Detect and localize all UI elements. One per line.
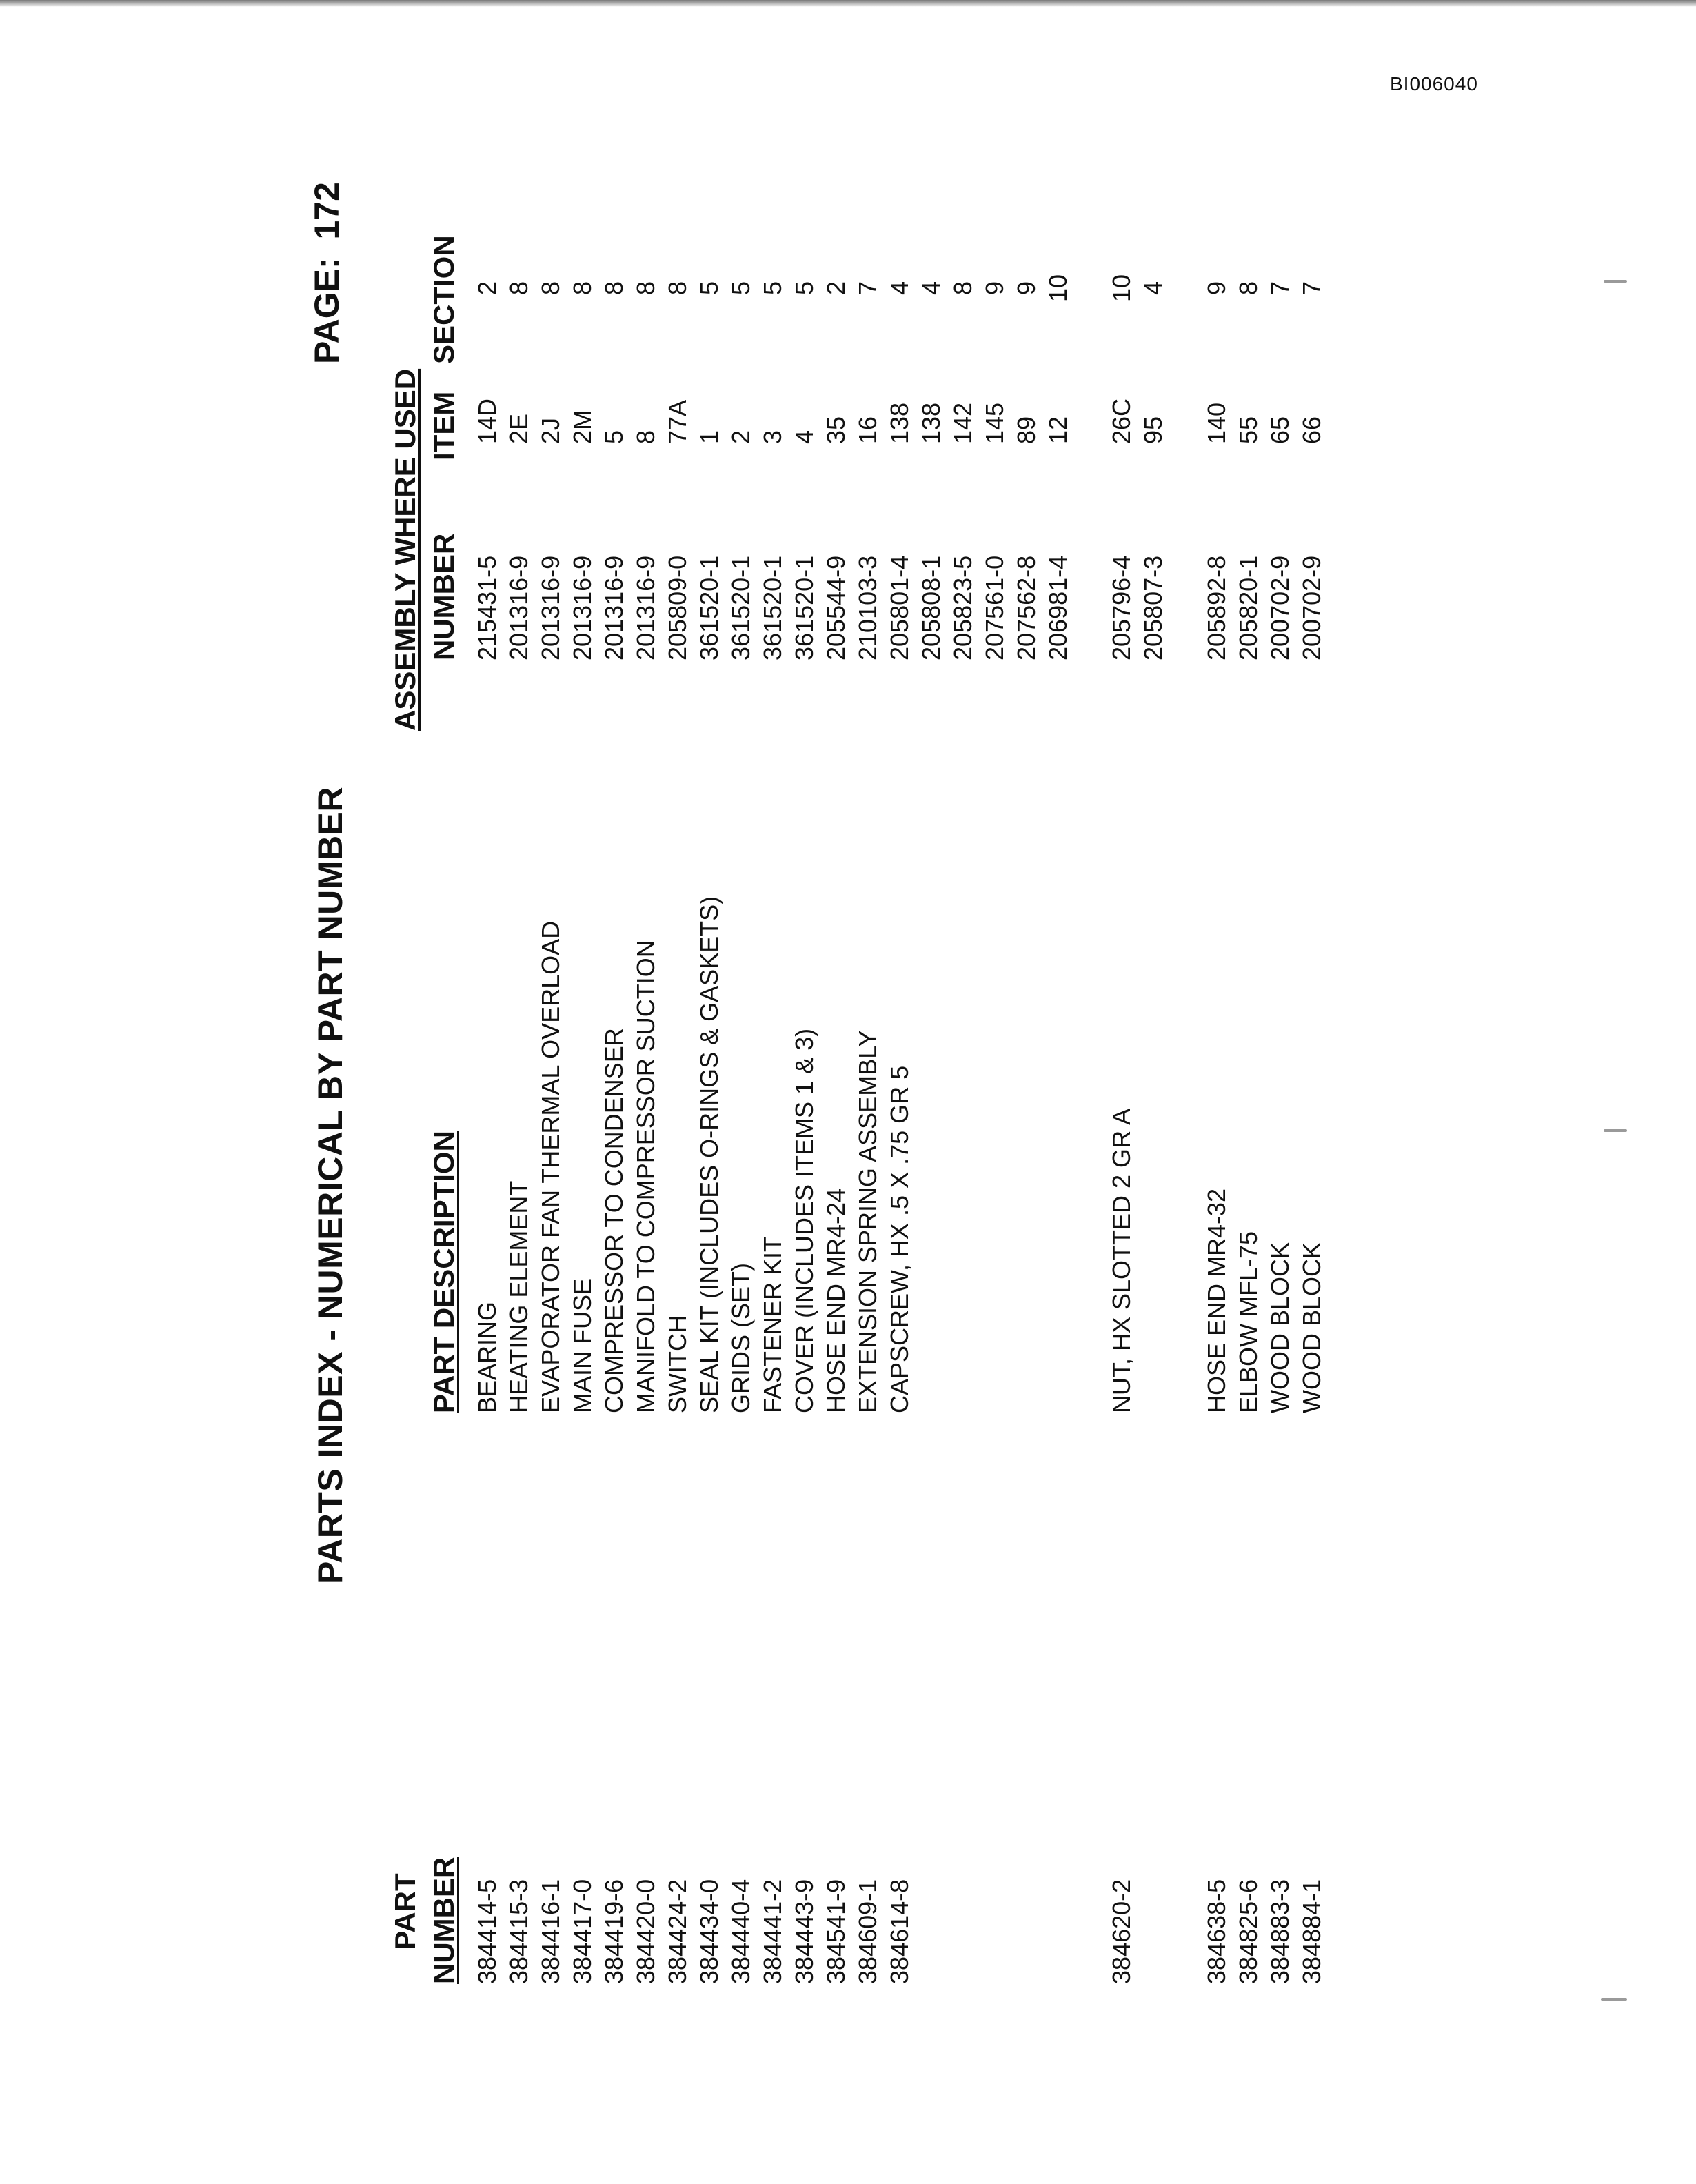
part-description-cell: SEAL KIT (INCLUDES O-RINGS & GASKETS) xyxy=(695,896,723,1413)
section-cell: 8 xyxy=(536,281,565,296)
item-cell: 14D xyxy=(473,398,501,444)
part-number-cell: 384416-1 xyxy=(536,1879,565,1984)
part-number-cell: 384443-9 xyxy=(790,1879,818,1984)
assembly-number-cell: 200702-9 xyxy=(1298,555,1326,660)
assembly-number-cell: 215431-5 xyxy=(473,555,501,660)
table-row xyxy=(1106,0,1138,2184)
part-description-cell: MANIFOLD TO COMPRESSOR SUCTION xyxy=(632,940,660,1413)
item-cell: 16 xyxy=(854,416,882,444)
item-cell: 1 xyxy=(695,429,723,444)
assembly-number-cell: 206981-4 xyxy=(1044,555,1072,660)
part-number-cell: 384424-2 xyxy=(663,1879,691,1984)
part-description-cell: EVAPORATOR FAN THERMAL OVERLOAD xyxy=(536,920,565,1413)
assembly-number-cell: 200702-9 xyxy=(1266,555,1294,660)
table-row xyxy=(884,0,916,2184)
parts-table xyxy=(472,0,1328,2184)
document-id: BI006040 xyxy=(1390,73,1478,94)
item-cell: 138 xyxy=(885,402,913,444)
item-cell: 35 xyxy=(822,416,850,444)
table-row xyxy=(503,0,535,2184)
part-number-cell: 384440-4 xyxy=(727,1879,755,1984)
table-row xyxy=(694,0,725,2184)
section-cell: 4 xyxy=(1139,281,1167,296)
page-number-value: 172 xyxy=(307,182,346,240)
item-cell: 3 xyxy=(758,429,787,444)
item-cell: 65 xyxy=(1266,416,1294,444)
part-number-cell: 384419-6 xyxy=(600,1879,628,1984)
part-number-cell: 384414-5 xyxy=(473,1879,501,1984)
part-description-cell: CAPSCREW, HX .5 X .75 GR 5 xyxy=(885,1065,913,1413)
item-cell: 138 xyxy=(917,402,945,444)
section-cell: 8 xyxy=(505,281,533,296)
item-cell: 140 xyxy=(1202,402,1231,444)
section-cell: 7 xyxy=(854,281,882,296)
table-row xyxy=(598,0,630,2184)
assembly-number-cell: 205544-9 xyxy=(822,555,850,660)
section-cell: 8 xyxy=(1234,281,1262,296)
section-cell: 4 xyxy=(917,281,945,296)
table-row xyxy=(1011,0,1042,2184)
item-cell: 2 xyxy=(727,429,755,444)
item-cell: 26C xyxy=(1107,398,1135,444)
header-assembly-number: NUMBER xyxy=(427,533,460,660)
table-row xyxy=(1296,0,1328,2184)
part-description-cell: COVER (INCLUDES ITEMS 1 & 3) xyxy=(790,1028,818,1413)
item-cell: 142 xyxy=(949,402,977,444)
assembly-number-cell: 205807-3 xyxy=(1139,555,1167,660)
section-cell: 5 xyxy=(727,281,755,296)
part-number-cell: 384614-8 xyxy=(885,1879,913,1984)
assembly-number-cell: 201316-9 xyxy=(632,555,660,660)
header-section: SECTION xyxy=(427,235,460,364)
section-cell: 9 xyxy=(1012,281,1040,296)
part-description-cell: GRIDS (SET) xyxy=(727,1262,755,1413)
assembly-number-cell: 361520-1 xyxy=(790,555,818,660)
part-number-cell: 384415-3 xyxy=(505,1879,533,1984)
header-part: PART xyxy=(389,1873,421,1950)
header-item: ITEM xyxy=(427,391,460,461)
section-cell: 10 xyxy=(1044,274,1072,303)
table-row xyxy=(1264,0,1296,2184)
assembly-number-cell: 205796-4 xyxy=(1107,555,1135,660)
item-cell: 2J xyxy=(536,417,565,444)
section-cell: 9 xyxy=(980,281,1009,296)
item-cell: 145 xyxy=(980,402,1009,444)
header-part-description: PART DESCRIPTION xyxy=(427,1131,460,1413)
table-row xyxy=(789,0,820,2184)
section-cell: 7 xyxy=(1298,281,1326,296)
section-cell: 10 xyxy=(1107,274,1135,303)
item-cell: 5 xyxy=(600,429,628,444)
part-number-cell: 384825-6 xyxy=(1234,1879,1262,1984)
item-cell: 12 xyxy=(1044,416,1072,444)
table-row xyxy=(979,0,1011,2184)
part-description-cell: EXTENSION SPRING ASSEMBLY xyxy=(854,1030,882,1413)
section-cell: 8 xyxy=(568,281,596,296)
table-row xyxy=(852,0,884,2184)
assembly-number-cell: 205823-5 xyxy=(949,555,977,660)
part-description-cell: MAIN FUSE xyxy=(568,1277,596,1413)
item-cell: 89 xyxy=(1012,416,1040,444)
table-row xyxy=(1138,0,1201,2184)
table-row xyxy=(1233,0,1264,2184)
table-row xyxy=(757,0,789,2184)
part-number-cell: 384541-9 xyxy=(822,1879,850,1984)
assembly-number-cell: 205892-8 xyxy=(1202,555,1231,660)
part-number-cell: 384420-0 xyxy=(632,1879,660,1984)
assembly-number-cell: 201316-9 xyxy=(536,555,565,660)
section-cell: 8 xyxy=(663,281,691,296)
assembly-number-cell: 207561-0 xyxy=(980,555,1009,660)
part-description-cell: WOOD BLOCK xyxy=(1298,1242,1326,1413)
section-cell: 5 xyxy=(758,281,787,296)
item-cell: 66 xyxy=(1298,416,1326,444)
part-description-cell: HEATING ELEMENT xyxy=(505,1180,533,1413)
item-cell: 4 xyxy=(790,429,818,444)
part-number-cell: 384883-3 xyxy=(1266,1879,1294,1984)
item-cell: 55 xyxy=(1234,416,1262,444)
section-cell: 4 xyxy=(885,281,913,296)
section-cell: 7 xyxy=(1266,281,1294,296)
table-row xyxy=(472,0,503,2184)
section-cell: 2 xyxy=(822,281,850,296)
section-cell: 5 xyxy=(790,281,818,296)
header-assembly-where-used: ASSEMBLY WHERE USED xyxy=(389,368,421,731)
part-number-cell: 384434-0 xyxy=(695,1879,723,1984)
part-description-cell: FASTENER KIT xyxy=(758,1236,787,1413)
assembly-number-cell: 201316-9 xyxy=(505,555,533,660)
part-number-cell: 384638-5 xyxy=(1202,1879,1231,1984)
part-description-cell: HOSE END MR4-24 xyxy=(822,1188,850,1413)
assembly-number-cell: 361520-1 xyxy=(695,555,723,660)
part-number-cell: 384620-2 xyxy=(1107,1879,1135,1984)
part-description-cell: HOSE END MR4-32 xyxy=(1202,1188,1231,1413)
part-description-cell: ELBOW MFL-75 xyxy=(1234,1231,1262,1413)
assembly-number-cell: 210103-3 xyxy=(854,555,882,660)
part-description-cell: NUT, HX SLOTTED 2 GR A xyxy=(1107,1108,1135,1413)
assembly-number-cell: 201316-9 xyxy=(568,555,596,660)
page-number xyxy=(307,182,347,364)
header-part-number: NUMBER xyxy=(427,1857,460,1984)
part-number-cell: 384609-1 xyxy=(854,1879,882,1984)
part-description-cell: SWITCH xyxy=(663,1315,691,1413)
table-row xyxy=(535,0,567,2184)
table-row xyxy=(1042,0,1106,2184)
item-cell: 8 xyxy=(632,429,660,444)
section-cell: 8 xyxy=(949,281,977,296)
section-cell: 5 xyxy=(695,281,723,296)
assembly-number-cell: 207562-8 xyxy=(1012,555,1040,660)
section-cell: 8 xyxy=(632,281,660,296)
part-number-cell: 384417-0 xyxy=(568,1879,596,1984)
table-row xyxy=(630,0,662,2184)
item-cell: 2M xyxy=(568,409,596,444)
table-row xyxy=(947,0,979,2184)
table-row xyxy=(1201,0,1233,2184)
section-cell: 9 xyxy=(1202,281,1231,296)
part-description-cell: COMPRESSOR TO CONDENSER xyxy=(600,1028,628,1413)
table-row xyxy=(567,0,598,2184)
page-title: PARTS INDEX - NUMERICAL BY PART NUMBER xyxy=(311,786,350,1584)
item-cell: 77A xyxy=(663,399,691,444)
assembly-number-cell: 361520-1 xyxy=(727,555,755,660)
assembly-number-cell: 201316-9 xyxy=(600,555,628,660)
section-cell: 8 xyxy=(600,281,628,296)
part-description-cell: WOOD BLOCK xyxy=(1266,1242,1294,1413)
part-number-cell: 384441-2 xyxy=(758,1879,787,1984)
section-cell: 2 xyxy=(473,281,501,296)
part-description-cell: BEARING xyxy=(473,1301,501,1413)
item-cell: 95 xyxy=(1139,416,1167,444)
part-number-cell: 384884-1 xyxy=(1298,1879,1326,1984)
table-row xyxy=(725,0,757,2184)
table-row xyxy=(662,0,694,2184)
assembly-number-cell: 205820-1 xyxy=(1234,555,1262,660)
assembly-number-cell: 205809-0 xyxy=(663,555,691,660)
assembly-number-cell: 205801-4 xyxy=(885,555,913,660)
page-label: PAGE: xyxy=(307,257,346,364)
assembly-number-cell: 361520-1 xyxy=(758,555,787,660)
assembly-number-cell: 205808-1 xyxy=(917,555,945,660)
table-row xyxy=(820,0,852,2184)
item-cell: 2E xyxy=(505,413,533,444)
table-row xyxy=(916,0,947,2184)
